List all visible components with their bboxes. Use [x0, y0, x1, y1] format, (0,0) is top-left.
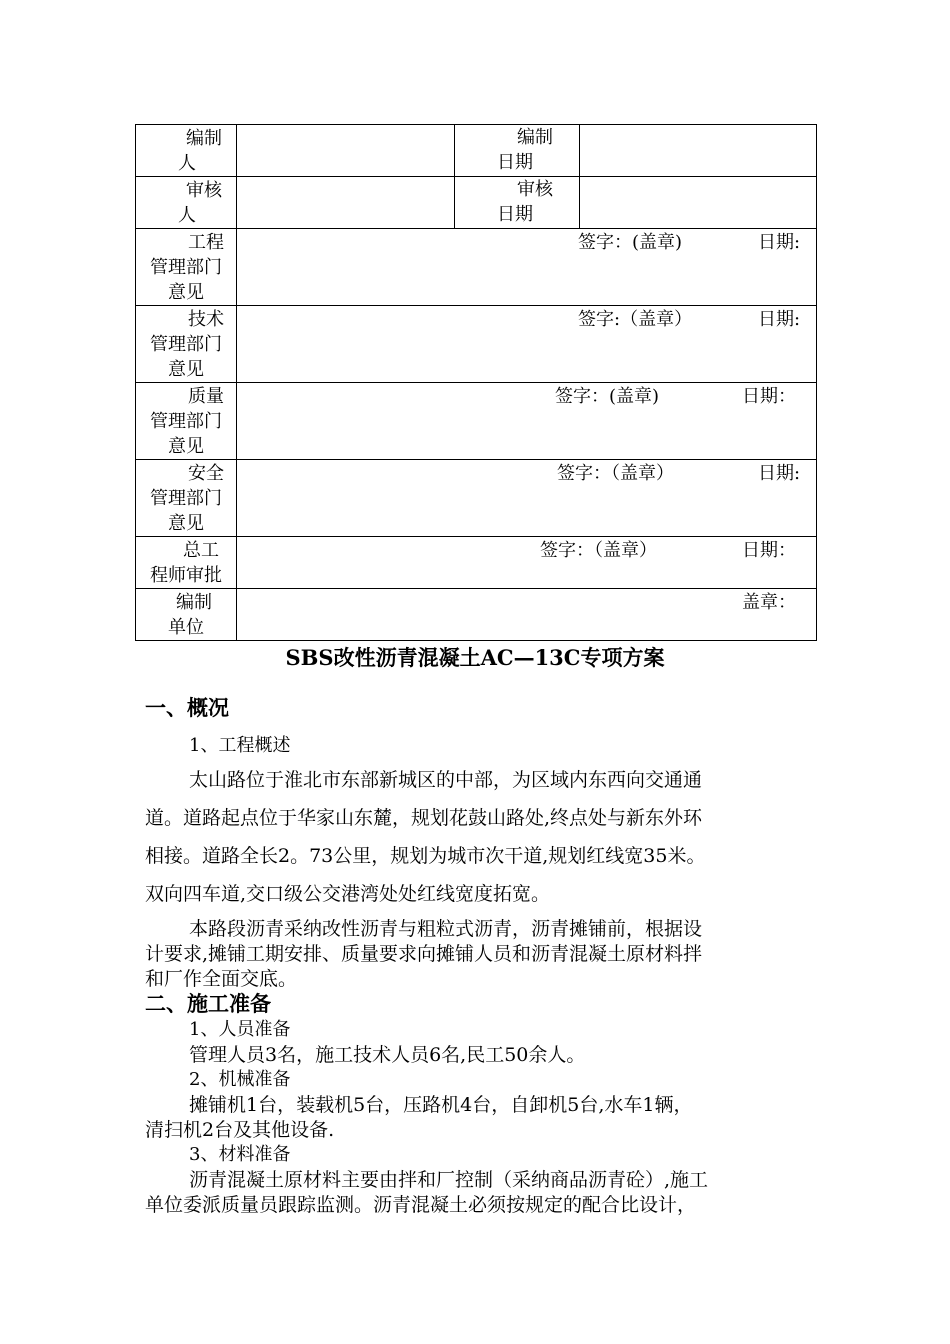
personnel-text: 管理人员3名，施工技术人员6名,民工50余人。 — [189, 1044, 586, 1066]
reviewer-label-line1: 审核 — [186, 180, 222, 201]
eng-dept-sign-label: 签字：(盖章) — [578, 232, 683, 253]
review-date-value-cell[interactable] — [580, 177, 817, 229]
chief-engineer-approval-cell[interactable] — [237, 537, 817, 589]
approval-form-table — [135, 124, 817, 641]
eng-dept-label-line3: 意见 — [168, 282, 204, 303]
chief-engineer-label-line2: 程师审批 — [150, 565, 222, 586]
quality-dept-label-line1: 质量 — [188, 386, 224, 407]
compiler-value-cell[interactable] — [237, 125, 455, 177]
subsection-machinery: 2、机械准备 — [189, 1069, 291, 1090]
quality-dept-date-label: 日期： — [742, 386, 796, 407]
tech-dept-date-label: 日期: — [758, 309, 801, 330]
paragraph-1-line-3: 相接。道路全长2。73公里，规划为城市次干道,规划红线宽35米。 — [145, 845, 706, 867]
reviewer-value-cell[interactable] — [237, 177, 455, 229]
document-title: SBS改性沥青混凝土AC—13C专项方案 — [285, 645, 665, 670]
form-row-reviewer — [136, 177, 817, 229]
quality-dept-label-line2: 管理部门 — [150, 411, 222, 432]
compile-date-value-cell[interactable] — [580, 125, 817, 177]
form-row-chief-engineer — [136, 537, 817, 589]
safety-dept-label-line3: 意见 — [168, 513, 204, 534]
eng-dept-date-label: 日期: — [758, 232, 801, 253]
paragraph-2-line-2: 计要求,摊铺工期安排、质量要求向摊铺人员和沥青混凝土原材料拌 — [145, 943, 703, 965]
form-row-compiler — [136, 125, 817, 177]
quality-dept-sign-label: 签字：(盖章) — [555, 386, 660, 407]
subsection-project-overview: 1、工程概述 — [189, 735, 291, 756]
chief-engineer-label-line1: 总工 — [183, 540, 219, 561]
compiler-label-line1: 编制 — [186, 128, 222, 149]
chief-engineer-sign-label: 签字：（盖章） — [540, 540, 657, 561]
compiling-unit-label-line1: 编制 — [176, 592, 212, 613]
compile-date-label-line2: 日期 — [497, 152, 533, 173]
compiler-label-line2: 人 — [178, 153, 196, 174]
machinery-text-line-1: 摊铺机1台，装载机5台，压路机4台，自卸机5台,水车1辆， — [189, 1094, 693, 1116]
form-row-engineering-dept — [136, 229, 817, 306]
subsection-personnel: 1、人员准备 — [189, 1019, 291, 1040]
safety-dept-label-line2: 管理部门 — [150, 488, 222, 509]
compile-date-label-line1: 编制 — [517, 127, 553, 148]
paragraph-1-line-2: 道。道路起点位于华家山东麓，规划花鼓山路处,终点处与新东外环 — [145, 807, 703, 829]
safety-dept-sign-label: 签字：（盖章） — [557, 463, 674, 484]
subsection-materials: 3、材料准备 — [189, 1144, 291, 1165]
tech-dept-label-line1: 技术 — [188, 309, 224, 330]
compiling-unit-cell[interactable] — [237, 589, 817, 641]
materials-text-line-1: 沥青混凝土原材料主要由拌和厂控制（采纳商品沥青砼）,施工 — [189, 1169, 709, 1191]
eng-dept-label-line1: 工程 — [188, 232, 224, 253]
section-heading-overview: 一、概况 — [145, 695, 229, 720]
safety-dept-date-label: 日期: — [758, 463, 801, 484]
form-row-safety-dept — [136, 460, 817, 537]
tech-dept-opinion-cell[interactable] — [237, 306, 817, 383]
review-date-label-line1: 审核 — [517, 179, 553, 200]
compiling-unit-stamp-label: 盖章： — [742, 592, 796, 613]
section-heading-preparation: 二、施工准备 — [145, 991, 271, 1016]
form-row-quality-dept — [136, 383, 817, 460]
review-date-label-line2: 日期 — [497, 204, 533, 225]
safety-dept-label-line1: 安全 — [188, 463, 224, 484]
reviewer-label-line2: 人 — [178, 205, 196, 226]
paragraph-2-line-1: 本路段沥青采纳改性沥青与粗粒式沥青，沥青摊铺前，根据设 — [189, 918, 703, 940]
tech-dept-label-line3: 意见 — [168, 359, 204, 380]
machinery-text-line-2: 清扫机2台及其他设备. — [145, 1119, 335, 1141]
form-row-compiling-unit — [136, 589, 817, 641]
paragraph-1-line-1: 太山路位于淮北市东部新城区的中部，为区域内东西向交通通 — [189, 769, 703, 791]
quality-dept-label-line3: 意见 — [168, 436, 204, 457]
tech-dept-label-line2: 管理部门 — [150, 334, 222, 355]
chief-engineer-date-label: 日期： — [742, 540, 796, 561]
paragraph-1-line-4: 双向四车道,交口级公交港湾处处红线宽度拓宽。 — [145, 883, 551, 905]
eng-dept-opinion-cell[interactable] — [237, 229, 817, 306]
paragraph-2-line-3: 和厂作全面交底。 — [145, 968, 298, 990]
form-row-technical-dept — [136, 306, 817, 383]
eng-dept-label-line2: 管理部门 — [150, 257, 222, 278]
quality-dept-opinion-cell[interactable] — [237, 383, 817, 460]
compiling-unit-label-line2: 单位 — [168, 617, 204, 638]
safety-dept-opinion-cell[interactable] — [237, 460, 817, 537]
materials-text-line-2: 单位委派质量员跟踪监测。沥青混凝土必须按规定的配合比设计， — [145, 1194, 697, 1216]
tech-dept-sign-label: 签字:（盖章） — [578, 309, 693, 330]
